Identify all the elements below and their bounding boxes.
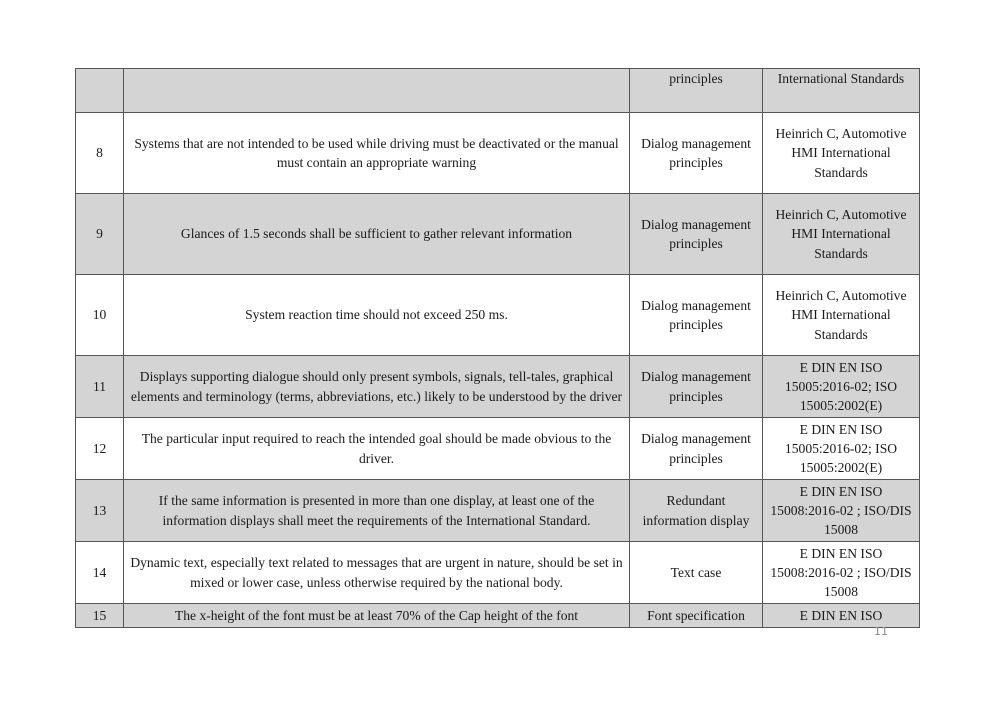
row-number: 9	[76, 194, 124, 275]
row-category: Font specification	[630, 604, 763, 628]
row-source: Heinrich C, Automotive HMI International Standards	[763, 194, 920, 275]
table-row	[76, 418, 920, 480]
row-description: The particular input required to reach the intended goal should be made obvious to the driver.	[124, 418, 630, 480]
row-description: Glances of 1.5 seconds shall be sufficient to gather relevant information	[124, 194, 630, 275]
row-source: E DIN EN ISO 15005:2016-02; ISO 15005:2002(E)	[763, 356, 920, 418]
table-row	[76, 480, 920, 542]
row-source: E DIN EN ISO 15008:2016-02 ; ISO/DIS 15008	[763, 480, 920, 542]
row-source: E DIN EN ISO 15008:2016-02 ; ISO/DIS 15008	[763, 542, 920, 604]
table-row	[76, 542, 920, 604]
row-number: 14	[76, 542, 124, 604]
row-source: E DIN EN ISO	[763, 604, 920, 628]
row-number: 8	[76, 113, 124, 194]
row-category: principles	[630, 69, 763, 113]
page-number: 11	[874, 625, 888, 638]
table-row	[76, 113, 920, 194]
table-row	[76, 275, 920, 356]
row-number: 10	[76, 275, 124, 356]
row-source: Heinrich C, Automotive HMI International Standards	[763, 275, 920, 356]
row-description	[124, 69, 630, 113]
row-description: Systems that are not intended to be used while driving must be deactivated or the manual must contain an appropriate warning	[124, 113, 630, 194]
row-category: Redundant information display	[630, 480, 763, 542]
row-category: Dialog management principles	[630, 356, 763, 418]
row-number: 12	[76, 418, 124, 480]
row-number	[76, 69, 124, 113]
requirements-table	[75, 68, 920, 628]
row-number: 13	[76, 480, 124, 542]
row-category: Dialog management principles	[630, 418, 763, 480]
row-description: The x-height of the font must be at least 70% of the Cap height of the font	[124, 604, 630, 628]
row-description: Displays supporting dialogue should only present symbols, signals, tell-tales, graphical elements and terminology (terms, abbreviations, etc.) likely to be understood by the driver	[124, 356, 630, 418]
table-row	[76, 356, 920, 418]
row-source: Heinrich C, Automotive HMI International Standards	[763, 113, 920, 194]
row-category: Dialog management principles	[630, 194, 763, 275]
table-row	[76, 194, 920, 275]
row-source: E DIN EN ISO 15005:2016-02; ISO 15005:2002(E)	[763, 418, 920, 480]
row-description: If the same information is presented in more than one display, at least one of the information displays shall meet the requirements of the International Standard.	[124, 480, 630, 542]
row-description: System reaction time should not exceed 250 ms.	[124, 275, 630, 356]
row-description: Dynamic text, especially text related to messages that are urgent in nature, should be set in mixed or lower case, unless otherwise required by the national body.	[124, 542, 630, 604]
row-category: Dialog management principles	[630, 275, 763, 356]
row-number: 15	[76, 604, 124, 628]
row-number: 11	[76, 356, 124, 418]
row-source: International Standards	[763, 69, 920, 113]
row-category: Text case	[630, 542, 763, 604]
row-category: Dialog management principles	[630, 113, 763, 194]
table-row	[76, 69, 920, 113]
table-row	[76, 604, 920, 628]
